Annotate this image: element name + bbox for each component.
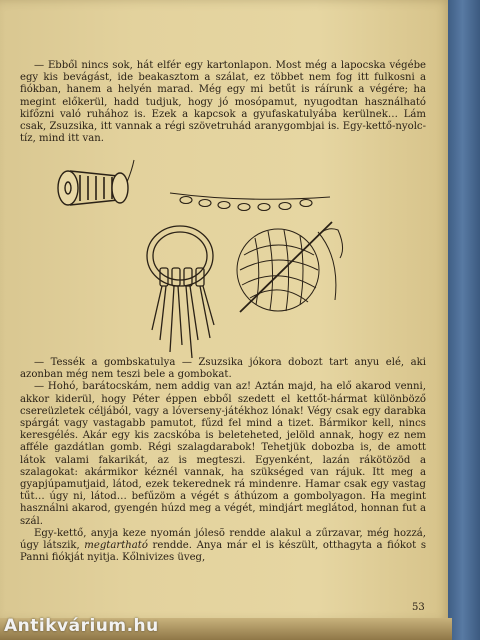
italic-word: megtartható xyxy=(84,540,148,552)
text-block-bottom xyxy=(20,357,426,564)
watermark: Antikvárium.hu xyxy=(4,616,159,636)
paragraph: — Tessék a gombskatulya — Zsuzsika jókora dobozt tart anyu elé, aki azonban még nem teszi bele a gombokat. xyxy=(20,357,426,381)
yarn-ball-with-needle-icon xyxy=(237,222,343,312)
page-number: 53 xyxy=(412,602,425,613)
paragraph: — Hohó, barátocskám, nem addig van az! Aztán majd, ha elő akarod venni, akkor kiderül, hogy Péter éppen ebből szedett el kettőt-hármat különböző csereüzletek céljából, vagy a lóverseny-játékhoz lónak! Végy csak egy darabka spárgát vagy vastagabb pamutot, fűzd fel mind a tizet. Bármikor kell, nincs keresgélés. Akár egy kis zacskóba is beleteheted, jelöld annak, hogy ez nem afféle gazdátlan gomb. Régi szalagdarabok! Tehetjük dobozba is, de amott látok valami fakarikát, az is megteszi. Egyenként, lazán rákötözöd a szalagokat: akármikor kéznél vannak, ha szükséged van rájuk. Itt meg a gyapjúpamutjaid, látod, ezek tekerednek rá mindenre. Hamar csak egy vastag tűt… úgy ni, látod… befűzöm a végét s áthúzom a gombolyagon. Ha megint használni akarod, gyengén húzd meg a végét, mindjárt meglátod, honnan fut a szál. xyxy=(20,381,426,527)
button-string-icon xyxy=(170,193,330,211)
paragraph: — Ebből nincs sok, hát elfér egy kartonlapon. Most még a lapocska végébe egy kis bevágást, ide beakasztom a szálat, ez többet nem fog itt fulkosni a fiókban, hanem a helyén marad. Még egy mi betűt is ráírunk a végére; ha megint előkerül, hadd tudjuk, hogy jó mosópamut, nyugodtan használható kifőzni való ruhához is. Ezek a kapcsok a gyufaskatulyába kerülnek… Lám csak, Zsuzsika, itt vannak a régi szövetruhád aranygombjai is. Egy-kettő-nyolc-tíz, mind itt van. xyxy=(20,60,426,145)
spool-of-thread-icon xyxy=(58,160,134,205)
paragraph: Egy-kettő, anyja keze nyomán jólesõ rendde alakul a zűrzavar, még hozzá, úgy látszik, megtartható rendde. Anya már el is készült, otthagyta a fiókot s Panni fiókját nyitja. Kőlnivizes üveg, xyxy=(20,527,427,564)
ribbon-ring-icon xyxy=(147,226,214,358)
